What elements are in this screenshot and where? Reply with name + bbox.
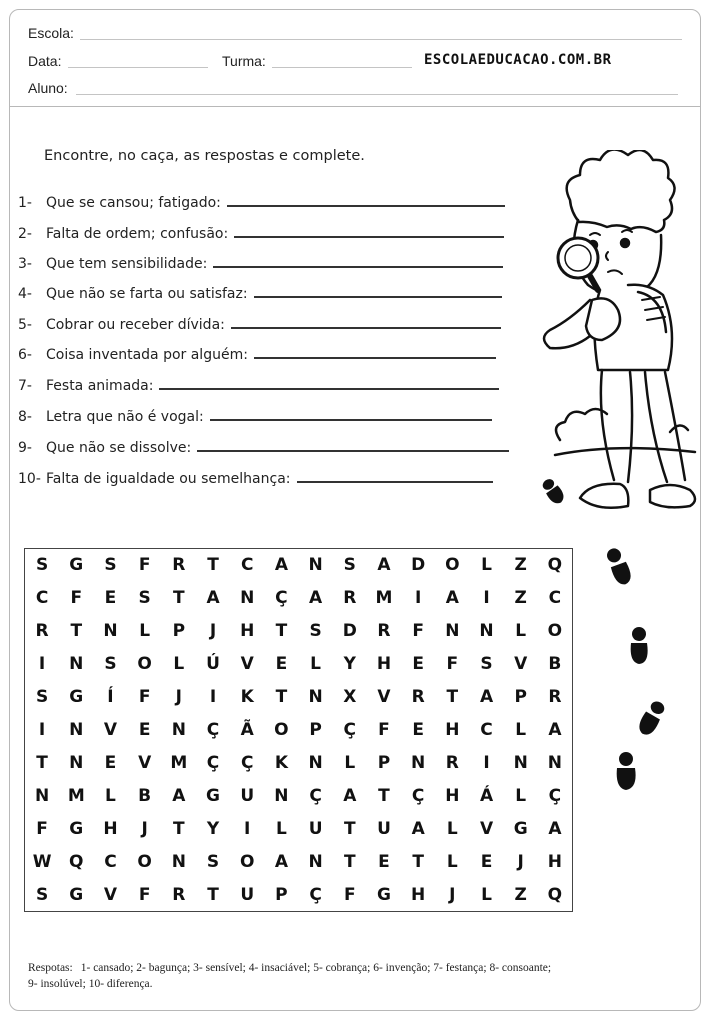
grid-cell[interactable]: L [275,818,287,839]
grid-cell[interactable]: Ã [240,719,254,740]
grid-cell[interactable]: T [275,687,288,708]
grid-cell[interactable]: G [69,687,84,708]
grid-cell[interactable]: J [141,818,148,839]
grid-cell[interactable]: N [274,785,289,806]
grid-cell[interactable]: A [206,588,220,609]
question-9 [18,440,509,456]
answer-key-line-1: 1- cansado; 2- bagunça; 3- sensível; 4- insaciável; 5- cobrança; 6- invenção; 7- festança; 8- consoante; [80,962,552,974]
answer-key [28,960,688,992]
answer-line-10[interactable] [297,481,493,483]
grid-cell[interactable]: O [137,851,152,872]
question-text: Que tem sensibilidade: [46,256,208,272]
word-search-grid[interactable] [24,548,573,912]
grid-cell[interactable]: T [207,884,219,905]
grid-cell[interactable]: Ç [309,785,322,806]
grid-cell[interactable]: S [104,654,117,675]
escola-label: Escola: [28,25,74,41]
instruction-text: Encontre, no caça, as respostas e complete. [44,148,365,164]
grid-cell[interactable]: L [515,785,527,806]
grid-cell[interactable]: H [103,818,118,839]
grid-cell[interactable]: C [480,719,493,740]
grid-cell[interactable]: L [139,621,151,642]
question-10 [18,471,493,487]
question-text: Que não se dissolve: [46,440,192,456]
grid-cell[interactable]: N [513,752,528,773]
grid-cell[interactable]: R [445,752,459,773]
grid-cell[interactable]: Y [206,818,220,839]
question-text: Cobrar ou receber dívida: [46,317,225,333]
grid-cell[interactable]: S [35,687,49,708]
grid-cell[interactable]: Ç [343,719,357,740]
grid-cell[interactable]: P [275,884,288,905]
grid-cell[interactable]: L [446,851,458,872]
grid-cell[interactable]: A [172,785,186,806]
aluno-label: Aluno: [28,80,68,96]
grid-cell[interactable]: N [445,621,460,642]
question-5 [18,317,501,333]
question-3 [18,256,503,272]
question-6 [18,347,496,363]
grid-cell[interactable]: R [548,687,562,708]
grid-cell[interactable]: T [378,785,390,806]
grid-cell[interactable]: N [69,719,84,740]
grid-cell[interactable]: V [103,719,118,740]
grid-cell[interactable]: T [70,621,83,642]
grid-cell[interactable]: H [376,654,392,675]
grid-cell[interactable]: O [445,555,460,576]
grid-cell[interactable]: S [35,555,49,576]
question-number: 9- [18,440,32,456]
grid-cell[interactable]: E [275,654,288,675]
grid-cell[interactable]: G [69,555,84,576]
grid-cell[interactable]: C [548,588,562,609]
grid-cell[interactable]: P [309,719,322,740]
grid-cell[interactable]: L [515,719,527,740]
answer-line-7[interactable] [159,388,499,390]
grid-cell[interactable]: P [377,752,391,773]
grid-cell[interactable]: A [274,555,288,576]
grid-cell[interactable]: N [171,851,186,872]
grid-cell[interactable]: V [514,654,528,675]
answer-line-4[interactable] [254,296,502,298]
grid-cell[interactable]: H [240,621,255,642]
grid-cell[interactable]: A [377,555,391,576]
grid-cell[interactable]: B [138,785,152,806]
grid-cell[interactable]: G [513,818,528,839]
grid-cell[interactable]: F [138,884,151,905]
grid-cell[interactable]: A [411,818,425,839]
grid-cell[interactable]: S [309,621,322,642]
question-number: 3- [18,256,32,272]
grid-cell[interactable]: T [412,851,424,872]
question-number: 6- [18,347,32,363]
grid-cell[interactable]: P [514,687,527,708]
question-1 [18,195,505,211]
grid-cell[interactable]: E [378,851,390,872]
question-7 [18,378,499,394]
answer-line-5[interactable] [231,327,501,329]
grid-cell[interactable]: Z [514,588,527,609]
grid-cell[interactable]: F [70,588,83,609]
turma-field[interactable] [272,67,412,68]
grid-cell[interactable]: M [170,752,188,773]
question-number: 7- [18,378,32,394]
grid-cell[interactable]: R [172,555,186,576]
grid-cell[interactable]: Y [343,654,356,675]
grid-cell[interactable]: Í [107,687,114,708]
grid-cell[interactable]: L [481,555,492,576]
grid-cell[interactable]: S [104,555,117,576]
header-divider [9,106,701,107]
grid-cell[interactable]: V [138,752,152,773]
grid-cell[interactable]: N [171,719,186,740]
grid-cell[interactable]: A [343,785,357,806]
grid-cell[interactable]: S [343,555,356,576]
grid-cell[interactable]: F [446,654,459,675]
grid-cell[interactable]: E [480,851,493,872]
grid-cell[interactable]: N [547,752,563,773]
grid-cell[interactable]: L [515,621,527,642]
grid-cell[interactable]: J [209,621,217,642]
grid-cell[interactable]: C [104,851,117,872]
grid-cell[interactable]: F [138,687,151,708]
grid-cell[interactable]: T [207,555,219,576]
grid-cell[interactable]: Z [514,884,527,905]
grid-cell[interactable]: F [36,818,48,839]
grid-cell[interactable]: O [137,654,152,675]
grid-cell[interactable]: N [411,752,426,773]
grid-cell[interactable]: V [479,818,494,839]
question-number: 8- [18,409,32,425]
question-text: Falta de ordem; confusão: [46,226,229,242]
grid-cell[interactable]: L [310,654,322,675]
grid-cell[interactable]: H [445,719,460,740]
grid-cell[interactable]: D [342,621,357,642]
answer-line-8[interactable] [210,419,492,421]
grid-cell[interactable]: C [35,588,49,609]
escola-field[interactable] [80,39,682,40]
grid-cell[interactable]: T [173,588,185,609]
grid-cell[interactable]: A [548,719,562,740]
grid-cell[interactable]: O [274,719,289,740]
grid-cell[interactable]: V [103,884,118,905]
grid-cell[interactable]: I [209,687,217,708]
grid-cell[interactable]: R [411,687,425,708]
question-number: 4- [18,286,32,302]
grid-cell[interactable]: I [38,654,46,675]
question-8 [18,409,492,425]
grid-cell[interactable]: I [38,719,46,740]
grid-cell[interactable]: L [173,654,185,675]
grid-cell[interactable]: E [412,654,424,675]
grid-cell[interactable]: N [69,654,84,675]
grid-cell[interactable]: K [240,687,254,708]
grid-cell[interactable]: I [483,752,490,773]
grid-cell[interactable]: F [378,719,390,740]
grid-cell[interactable]: D [411,555,426,576]
grid-cell[interactable]: S [35,884,49,905]
footprint-icon [635,698,667,740]
grid-cell[interactable]: E [412,719,424,740]
grid-cell[interactable]: H [547,851,563,872]
answer-line-1[interactable] [227,205,505,207]
footprint-icon [613,750,639,792]
answer-line-3[interactable] [213,266,503,268]
footprint-icon [605,545,635,587]
grid-cell[interactable]: L [105,785,116,806]
grid-cell[interactable]: O [239,851,255,872]
grid-cell[interactable]: A [274,851,288,872]
grid-cell[interactable]: Ú [206,654,220,675]
grid-cell[interactable]: T [446,687,459,708]
grid-cell[interactable]: Ç [206,719,220,740]
grid-cell[interactable]: U [240,785,255,806]
grid-cell[interactable]: Q [547,884,563,905]
grid-cell[interactable]: F [412,621,424,642]
grid-cell[interactable]: E [104,588,117,609]
data-label: Data: [28,53,62,69]
grid-cell[interactable]: T [36,752,48,773]
grid-cell[interactable]: A [548,818,562,839]
data-field[interactable] [68,67,208,68]
question-number: 10- [18,471,41,487]
question-text: Que não se farta ou satisfaz: [46,286,248,302]
question-text: Que se cansou; fatigado: [46,195,221,211]
grid-cell[interactable]: N [308,851,323,872]
grid-cell[interactable]: C [240,555,254,576]
grid-cell[interactable]: N [308,555,323,576]
grid-cell[interactable]: Ç [309,884,322,905]
grid-cell[interactable]: S [206,851,220,872]
grid-cell[interactable]: O [547,621,563,642]
grid-cell[interactable]: T [275,621,288,642]
grid-cell[interactable]: I [414,588,422,609]
grid-cell[interactable]: L [481,884,492,905]
grid-cell[interactable]: T [343,851,356,872]
question-number: 5- [18,317,32,333]
grid-cell[interactable]: E [104,752,117,773]
grid-cell[interactable]: T [343,818,356,839]
grid-cell[interactable]: Ç [275,588,288,609]
grid-cell[interactable]: V [377,687,391,708]
grid-cell[interactable]: Ç [206,752,220,773]
grid-cell[interactable]: L [446,818,458,839]
question-text: Festa animada: [46,378,154,394]
grid-cell[interactable]: T [173,818,185,839]
boy-with-magnifying-glass-illustration [530,150,700,520]
grid-cell[interactable]: X [343,687,357,708]
grid-cell[interactable]: G [376,884,391,905]
grid-cell[interactable]: N [308,687,323,708]
grid-cell[interactable]: H [411,884,426,905]
grid-cell[interactable]: I [244,818,251,839]
grid-cell[interactable]: L [344,752,356,773]
answer-key-line-2: 9- insolúvel; 10- diferença. [28,978,153,990]
grid-cell[interactable]: B [548,654,562,675]
grid-cell[interactable]: N [308,752,323,773]
grid-cell[interactable]: E [138,719,151,740]
grid-cell[interactable]: M [375,588,393,609]
grid-cell[interactable]: Ç [240,752,254,773]
grid-cell[interactable]: R [343,588,357,609]
grid-cell[interactable]: J [517,851,524,872]
answer-line-6[interactable] [254,357,496,359]
grid-cell[interactable]: F [343,884,356,905]
brand-logo: ESCOLAEDUCACAO.COM.BR [424,52,612,68]
grid-cell[interactable]: U [240,884,255,905]
grid-cell[interactable]: J [449,884,456,905]
grid-cell[interactable]: U [308,818,323,839]
grid-cell[interactable]: F [138,555,151,576]
grid-cell[interactable]: G [69,884,84,905]
grid-cell[interactable]: S [480,654,493,675]
footprint-icon [626,625,652,667]
grid-cell[interactable]: Q [547,555,563,576]
grid-cell[interactable]: V [240,654,254,675]
answer-line-2[interactable] [234,236,504,238]
grid-cell[interactable]: M [67,785,85,806]
aluno-field[interactable] [76,94,678,95]
question-text: Falta de igualdade ou semelhança: [46,471,291,487]
grid-cell[interactable]: N [34,785,50,806]
grid-cell[interactable]: U [377,818,391,839]
grid-cell[interactable]: J [175,687,182,708]
question-4 [18,286,502,302]
grid-cell[interactable]: N [69,752,84,773]
question-2 [18,226,504,242]
grid-cell[interactable]: N [103,621,118,642]
question-text: Coisa inventada por alguém: [46,347,248,363]
grid-cell[interactable]: I [483,588,490,609]
answer-key-label: Respotas: [28,962,73,974]
answer-line-9[interactable] [197,450,509,452]
question-number: 1- [18,195,32,211]
grid-cell[interactable]: Z [514,555,527,576]
grid-cell[interactable]: W [32,851,52,872]
grid-cell[interactable]: A [445,588,459,609]
grid-cell[interactable]: A [309,588,323,609]
grid-cell[interactable]: G [69,818,84,839]
grid-cell[interactable]: Ç [548,785,562,806]
grid-cell[interactable]: Ç [411,785,425,806]
grid-cell[interactable]: N [479,621,494,642]
grid-cell[interactable]: S [138,588,151,609]
grid-cell[interactable]: P [172,621,186,642]
grid-cell[interactable]: N [240,588,255,609]
grid-cell[interactable]: A [479,687,494,708]
grid-cell[interactable]: G [206,785,221,806]
grid-cell[interactable]: H [445,785,460,806]
turma-label: Turma: [222,53,266,69]
grid-cell[interactable]: Q [69,851,84,872]
question-number: 2- [18,226,32,242]
question-text: Letra que não é vogal: [46,409,204,425]
grid-cell[interactable]: R [377,621,391,642]
grid-cell[interactable]: R [35,621,49,642]
grid-cell[interactable]: Á [479,785,494,806]
grid-cell[interactable]: K [274,752,288,773]
footprint-icon [538,475,568,507]
grid-cell[interactable]: R [172,884,186,905]
